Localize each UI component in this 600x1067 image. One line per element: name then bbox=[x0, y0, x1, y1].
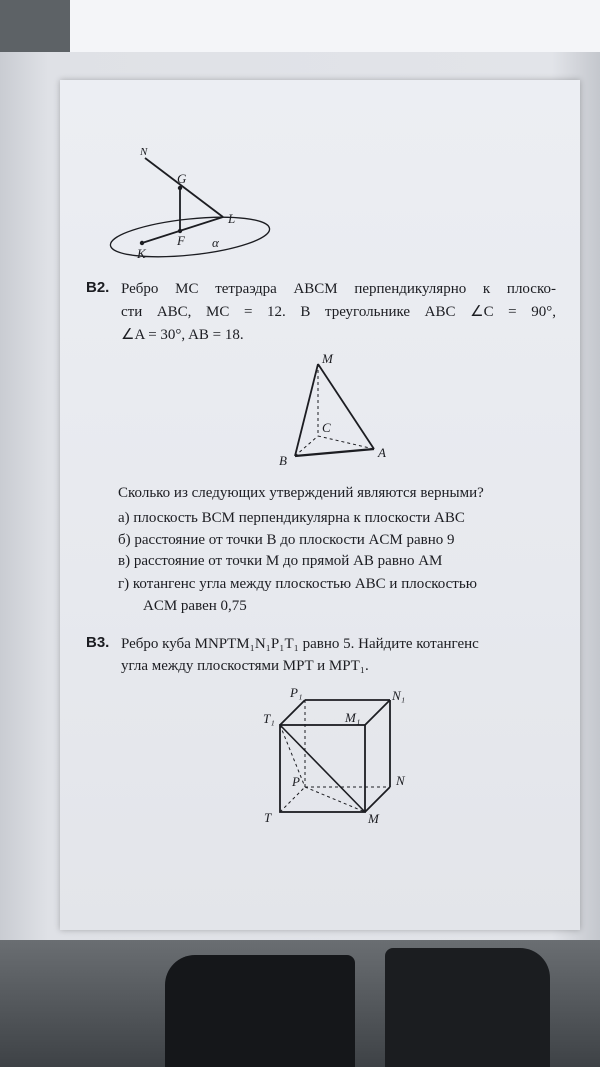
label-n: N bbox=[140, 146, 148, 158]
top-sheet bbox=[70, 0, 600, 53]
label-n1: N₁ bbox=[392, 688, 406, 703]
label-t1: T₁ bbox=[263, 711, 275, 726]
edge-b-a bbox=[295, 449, 374, 456]
label-k: K bbox=[137, 246, 146, 261]
statement-a: а) плоскость BCM перпендикулярна к плоскости ABC bbox=[118, 510, 465, 526]
label-t: T bbox=[264, 810, 272, 825]
label-m: M bbox=[368, 811, 379, 826]
figure-cube bbox=[255, 680, 425, 830]
point-g bbox=[178, 186, 182, 190]
label-m1: M₁ bbox=[345, 710, 361, 725]
statement-g-cont: ACM равен 0,75 bbox=[143, 598, 247, 614]
label-b: B bbox=[279, 453, 287, 468]
edge-m1-n1 bbox=[365, 700, 390, 725]
right-shoe bbox=[385, 948, 550, 1067]
problem-b2-line3: ∠A = 30°, AB = 18. bbox=[121, 327, 244, 343]
label-p: P bbox=[292, 774, 300, 789]
label-l: L bbox=[228, 211, 236, 226]
problem-b2-number: B2. bbox=[86, 279, 110, 296]
statement-b: б) расстояние от точки B до плоскости ACM равно 9 bbox=[118, 532, 455, 548]
edge-m-n bbox=[365, 787, 390, 812]
figure-tetrahedron bbox=[270, 350, 400, 470]
edge-m-b bbox=[295, 364, 318, 456]
label-alpha: α bbox=[212, 235, 219, 250]
statement-g: г) котангенс угла между плоскостью ABC и плоскостью bbox=[118, 576, 477, 592]
edge-t-p bbox=[280, 787, 305, 812]
diag-p-m bbox=[305, 787, 365, 812]
problem-b2-question: Сколько из следующих утверждений являются верными? bbox=[118, 485, 484, 501]
problem-b3-line2: угла между плоскостями MPT и MPT₁. bbox=[121, 658, 369, 674]
problem-b2-line1: Ребро MC тетраэдра ABCM перпендикулярно к плоско- bbox=[121, 281, 556, 297]
label-a: A bbox=[378, 445, 386, 460]
plane-alpha bbox=[109, 211, 272, 264]
statement-v: в) расстояние от точки M до прямой AB равно AM bbox=[118, 553, 443, 569]
edge-c-a bbox=[318, 436, 374, 449]
label-g: G bbox=[177, 171, 187, 186]
problem-b3-number: B3. bbox=[86, 634, 110, 651]
label-f: F bbox=[177, 233, 185, 248]
label-m: M bbox=[322, 351, 333, 366]
figure-line-plane bbox=[100, 140, 280, 265]
label-p1: P₁ bbox=[290, 685, 303, 700]
problem-b2-line2: сти ABC, MC = 12. В треугольнике ABC ∠C = 90°, bbox=[121, 304, 556, 320]
left-shoe bbox=[165, 955, 355, 1067]
point-k bbox=[140, 241, 144, 245]
edge-m-a bbox=[318, 364, 374, 449]
problem-b3-line1: Ребро куба MNPTM₁N₁P₁T₁ равно 5. Найдите котангенс bbox=[121, 636, 479, 652]
segment-n-l bbox=[145, 158, 223, 217]
label-c: C bbox=[322, 420, 331, 435]
edge-t1-p1 bbox=[280, 700, 305, 725]
label-n: N bbox=[396, 773, 405, 788]
